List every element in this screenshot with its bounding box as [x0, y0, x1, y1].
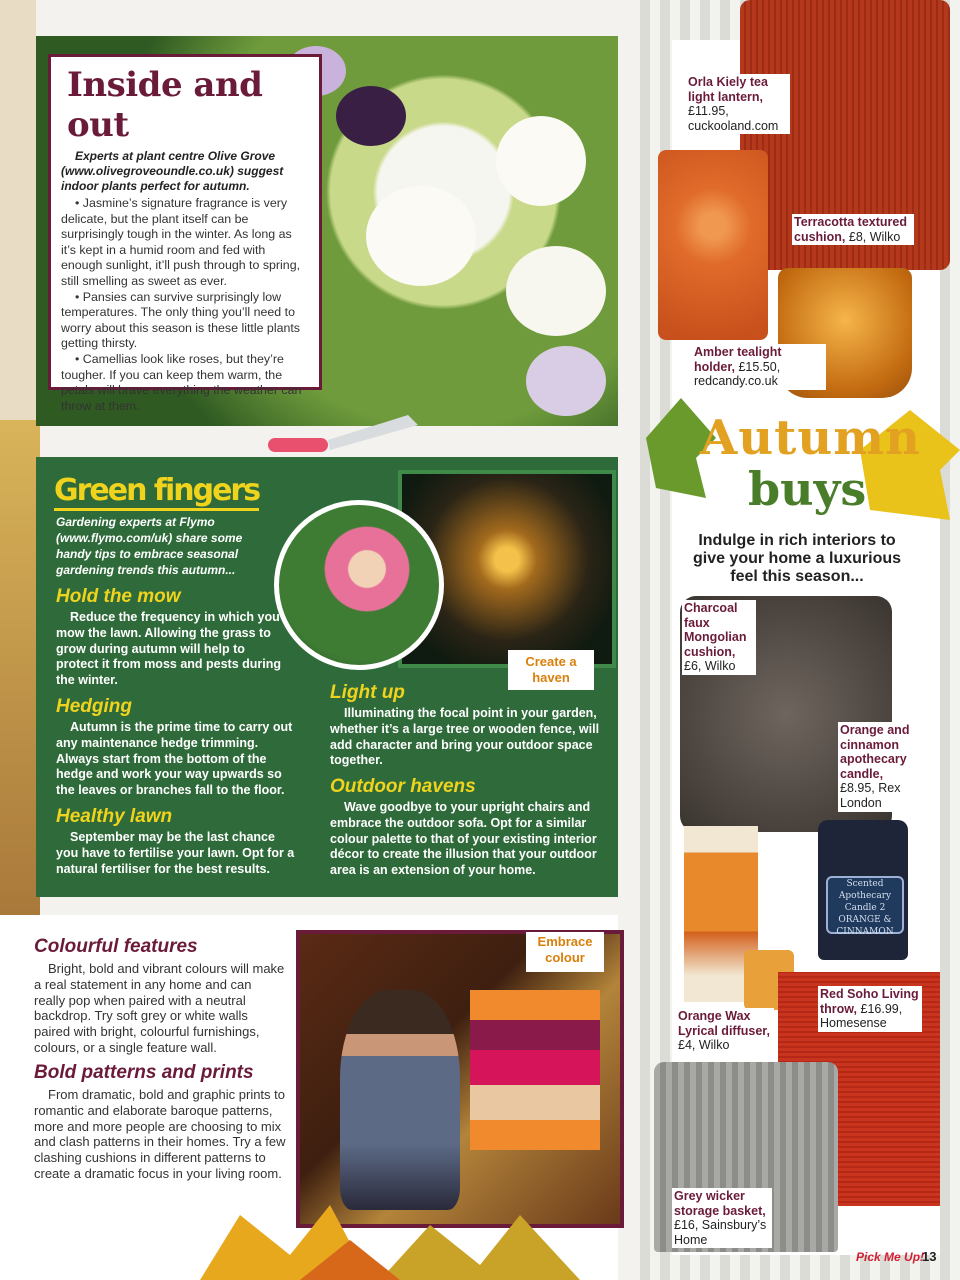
- inside-jasmine: • Jasmine’s signature fragrance is very delicate, but the plant itself can be surprisingly tough in the winter. As long as it’s kept in a humid room and fed with enough sunlight, it’ll push through to spring, still smelling as sweet as ever.: [61, 196, 301, 288]
- light-up-text: Illuminating the focal point in your garden, whether it’s a large tree or wooden fence, will add character and bring your outdoor space together.: [330, 706, 600, 768]
- green-fingers-title: Green fingers: [54, 474, 259, 511]
- hold-the-mow-text: Reduce the frequency in which you mow the lawn. Allowing the grass to grow during autumn will help to protect it from moss and pests during the winter.: [56, 610, 282, 688]
- create-a-haven-tag: Create a haven: [508, 650, 594, 690]
- inside-pansies: • Pansies can survive surprisingly low temperatures. The only thing you’ll need to worry about this season is these little plants getting thirsty.: [61, 289, 300, 351]
- buys-heading: buys: [748, 462, 867, 516]
- jasmine-flower: [496, 116, 586, 206]
- healthy-lawn-text: September may be the last chance you have to fertilise your lawn. Opt for a natural fertiliser for the best results.: [56, 830, 295, 876]
- green-fingers-intro: Gardening experts at Flymo (www.flymo.com/uk) share some handy tips to embrace seasonal gardening trends this autumn...: [56, 515, 243, 577]
- hedging-heading: Hedging: [56, 696, 132, 717]
- autumn-heading: Autumn: [700, 410, 921, 466]
- woman-photo: [340, 990, 460, 1210]
- colourful-features-text: Bright, bold and vibrant colours will make a real statement in any home and can really pop when paired with a neutral backdrop. Try soft grey or white walls paired with bright, colourful furnishings, colours, or a single feature wall.: [34, 961, 285, 1055]
- hold-the-mow-heading: Hold the mow: [56, 586, 181, 607]
- inside-camellias: • Camellias look like roses, but they’re tougher. If you can keep them warm, the petals will brave everything the weather can throw at them.: [61, 351, 302, 413]
- product-label-apothecary-candle: Orange and cinnamon apothecary candle, £8.95, Rex London: [838, 722, 918, 812]
- chair-photo: [0, 420, 40, 920]
- garden-fork-icon: [268, 410, 428, 460]
- outdoor-havens-text: Wave goodbye to your upright chairs and embrace the outdoor sofa. Opt for a similar colour palette to that of your existing interior décor to create the illusion that your outdoor area is an extension of your home.: [330, 800, 597, 878]
- product-label-terracotta-cushion: Terracotta textured cushion, £8, Wilko: [792, 214, 914, 245]
- product-label-diffuser: Orange Wax Lyrical diffuser, £4, Wilko: [676, 1008, 774, 1054]
- inside-and-out-box: [48, 54, 322, 413]
- product-label-charcoal-cushion: Charcoal faux Mongolian cushion, £6, Wilko: [682, 600, 756, 675]
- pansy-flower: [336, 86, 406, 146]
- inside-intro: Experts at plant centre Olive Grove (www.olivegroveoundle.co.uk) suggest indoor plants perfect for autumn.: [61, 149, 284, 193]
- page-number: 13: [922, 1249, 937, 1264]
- jasmine-flower: [506, 246, 606, 336]
- bold-patterns-text: From dramatic, bold and graphic prints to romantic and elaborate baroque patterns, more and more people are choosing to mix and clash patterns in their homes. Try a few clashing cushions in different patterns to create a dramatic focus in your living room.: [34, 1087, 286, 1181]
- gardener-photo: [274, 500, 444, 670]
- product-label-red-throw: Red Soho Living throw, £16.99, Homesense: [818, 986, 922, 1032]
- inside-title: Inside and out: [67, 65, 263, 145]
- product-label-amber-holder: Amber tealight holder, £15.50, redcandy.co.uk: [692, 344, 826, 390]
- embrace-colour-tag: Embrace colour: [526, 932, 604, 972]
- light-up-heading: Light up: [330, 682, 405, 703]
- product-label-lantern: Orla Kiely tea light lantern, £11.95, cuckooland.com: [686, 74, 790, 134]
- jasmine-flower: [366, 186, 476, 286]
- cushion-stack-photo: [470, 990, 600, 1150]
- product-label-basket: Grey wicker storage basket, £16, Sainsbury’s Home: [672, 1188, 772, 1248]
- outdoor-havens-heading: Outdoor havens: [330, 776, 476, 797]
- hedging-text: Autumn is the prime time to carry out any maintenance hedge trimming. Always start from the bottom of the hedge and work your way upwards so the leaves or branches fall to the floor.: [56, 720, 293, 798]
- bold-patterns-heading: Bold patterns and prints: [34, 1062, 254, 1083]
- magazine-brand: Pick Me Up!: [856, 1250, 925, 1264]
- candle-label: Scented Apothecary Candle 2 ORANGE & CINNAMON: [826, 876, 904, 934]
- autumn-leaves-decoration: [180, 1195, 620, 1280]
- pansy-flower: [526, 346, 606, 416]
- healthy-lawn-heading: Healthy lawn: [56, 806, 173, 827]
- autumn-buys-intro: Indulge in rich interiors to give your home a luxurious feel this season...: [692, 532, 902, 585]
- colourful-features-heading: Colourful features: [34, 936, 198, 957]
- lantern-photo: [658, 150, 768, 340]
